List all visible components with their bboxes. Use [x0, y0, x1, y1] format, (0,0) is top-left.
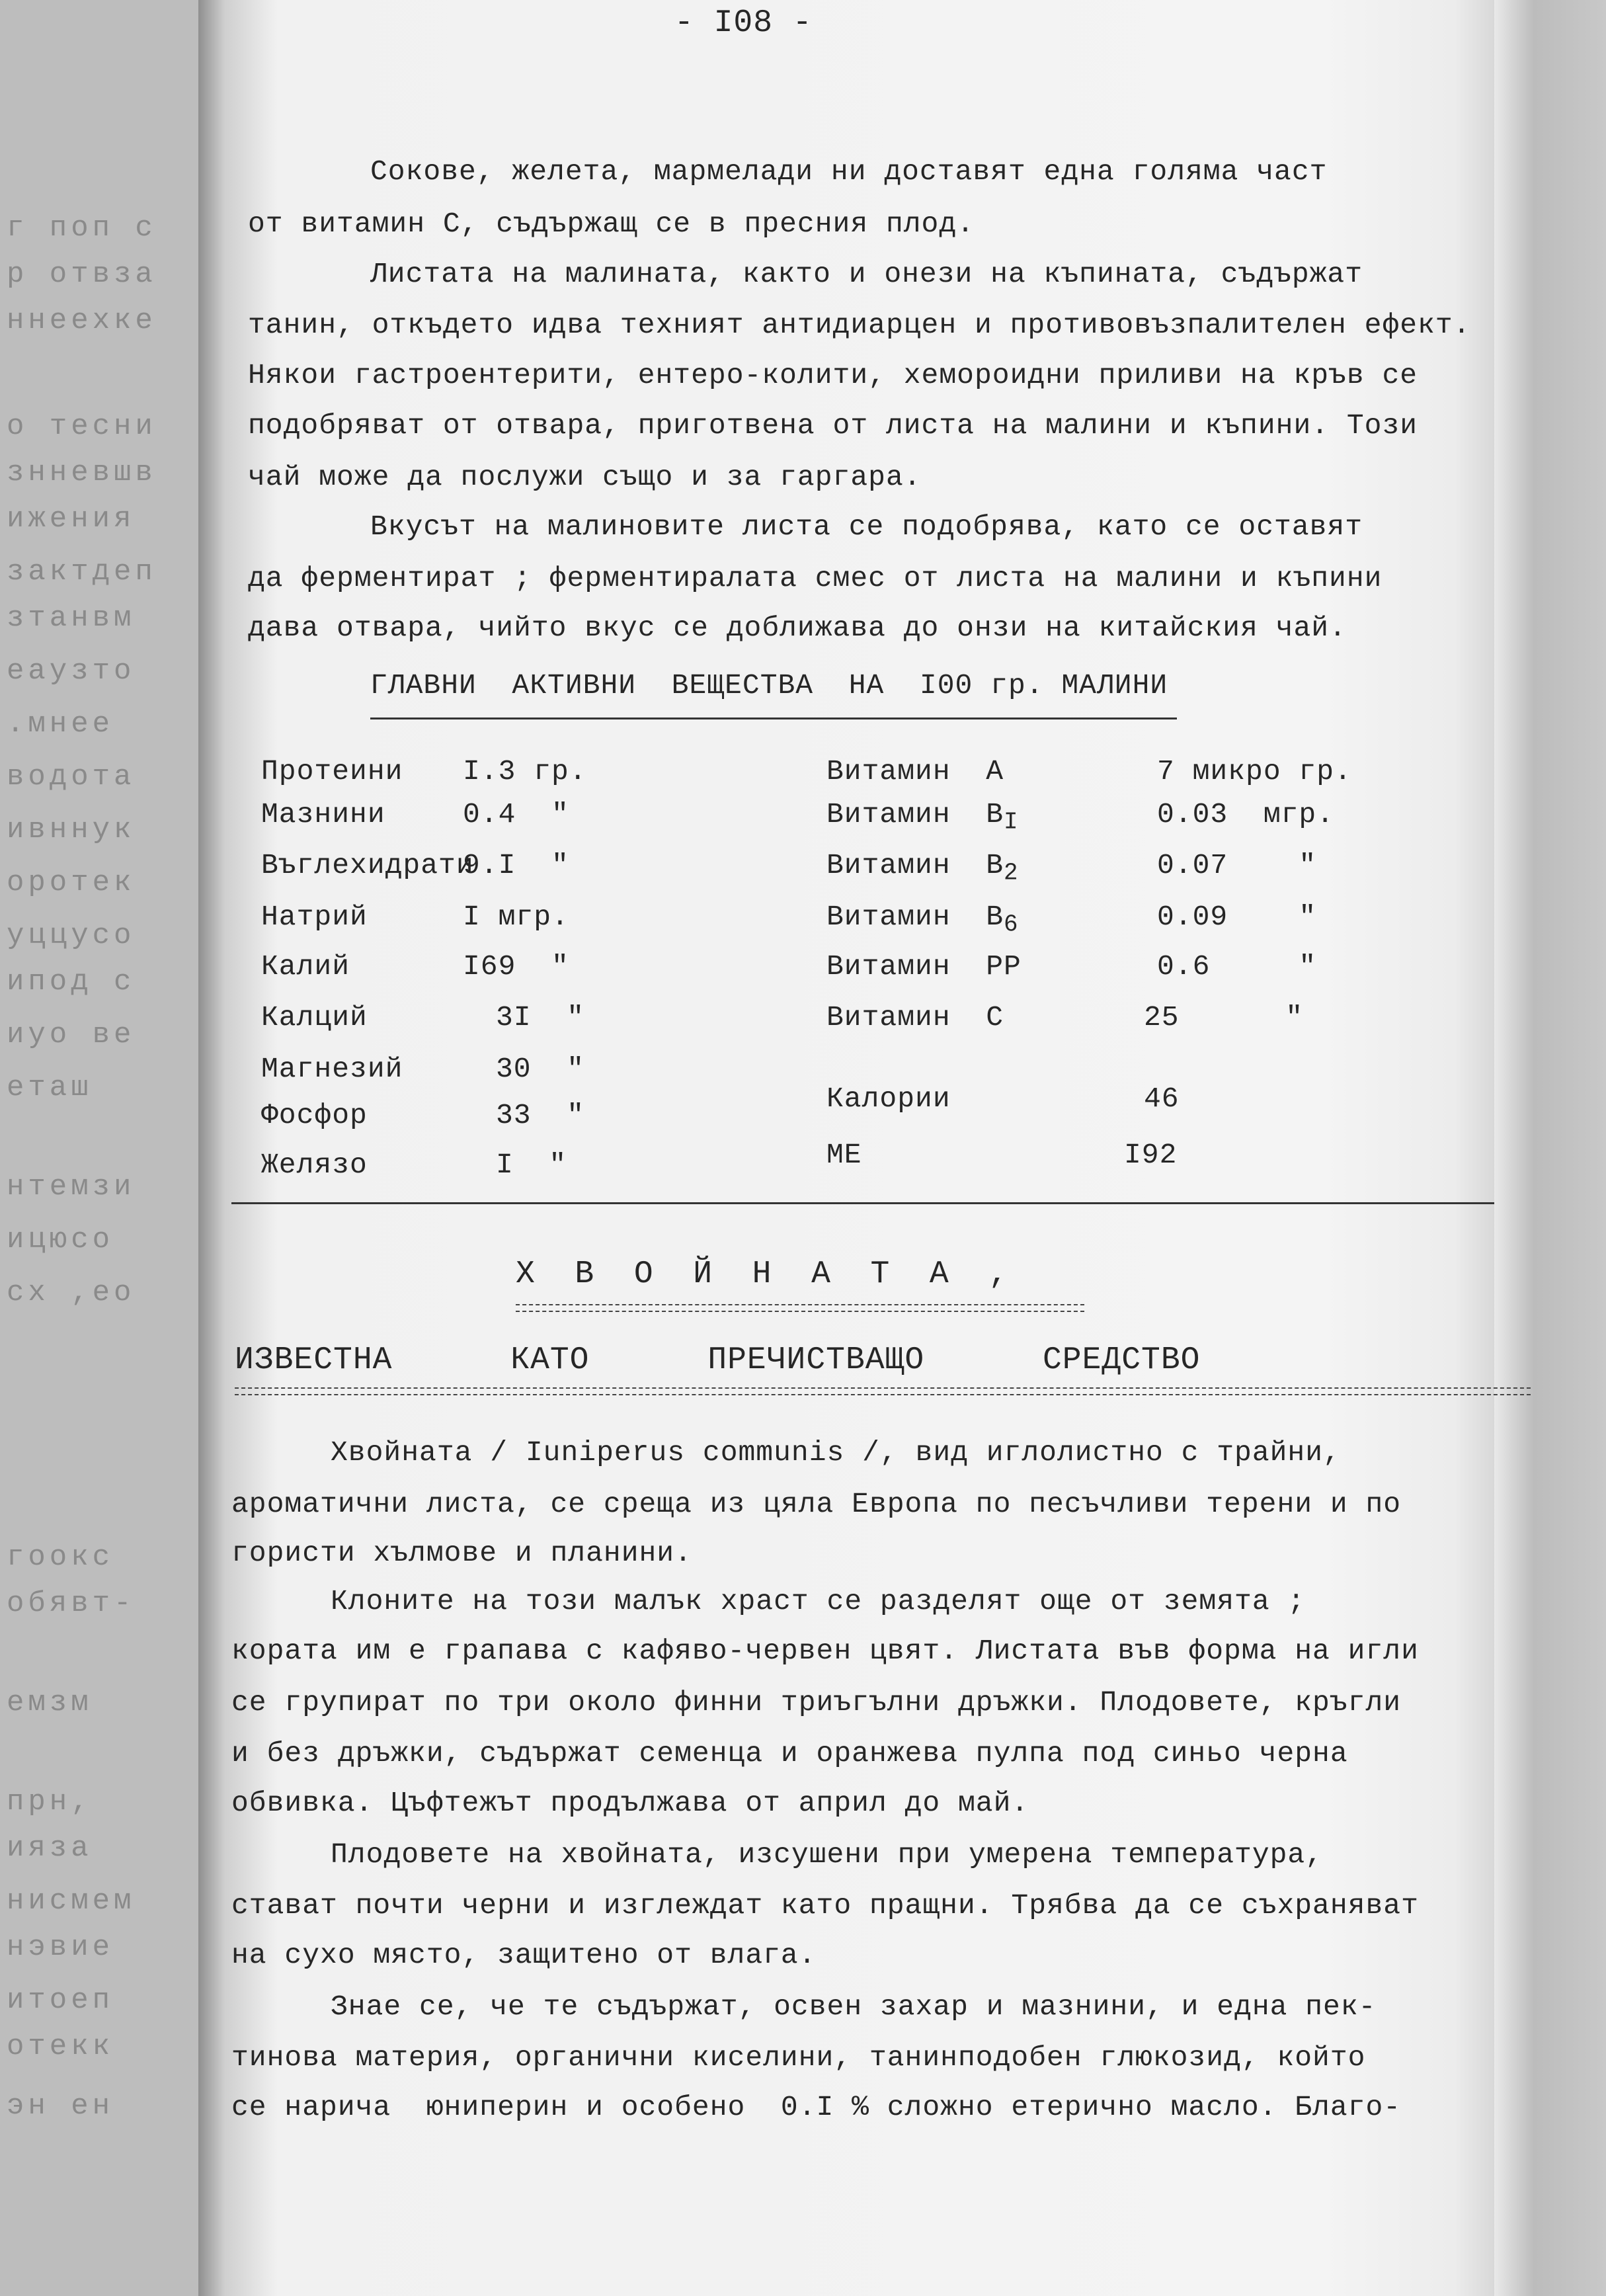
- paragraph-7-line-1: Знае се, че те съдържат, освен захар и мазнини, и една пек-: [331, 1990, 1377, 2023]
- paragraph-2-line-2: танин, откъдето идва техният антидиарцен и противовъзпалителен ефект.: [248, 309, 1471, 341]
- ghost-text-line: нисмем: [7, 1885, 136, 1918]
- vitamin-name: Витамин С: [826, 1001, 1004, 1034]
- nutrient-value: I69 ": [463, 950, 569, 983]
- ghost-text-line: зтанвм: [7, 602, 136, 635]
- nutrient-name: Натрий: [261, 901, 368, 933]
- ghost-text-line: водота: [7, 760, 136, 794]
- subheading-double-rule: [235, 1387, 1531, 1395]
- nutrient-name: Въглехидрати: [261, 849, 474, 882]
- ghost-text-line: еаузто: [7, 655, 136, 688]
- ghost-text-line: г поп с: [7, 212, 157, 245]
- ghost-text-line: эн ен: [7, 2090, 114, 2123]
- ghost-text-line: ивннук: [7, 813, 136, 846]
- paragraph-2-line-4: подобряват от отвара, приготвена от листа на малини и къпини. Този: [248, 409, 1418, 442]
- ghost-text-line: о тесни: [7, 410, 157, 443]
- nutrient-value: I мгр.: [463, 901, 569, 933]
- nutrient-name: Магнезий: [261, 1053, 403, 1085]
- paragraph-6-line-3: на сухо място, защитено от влага.: [231, 1939, 817, 1971]
- vitamin-name: Витамин А: [826, 755, 1004, 788]
- nutrient-value: I.3 гр.: [463, 755, 587, 788]
- paragraph-1-line-2: от витамин С, съдържащ се в пресния плод.: [248, 208, 975, 240]
- paragraph-5-line-2: кората им е грапава с кафяво-червен цвят. Листата във форма на игли: [231, 1635, 1419, 1667]
- table-bottom-rule: [231, 1202, 1494, 1204]
- vitamin-value: 7 микро гр.: [1157, 755, 1352, 788]
- vitamin-value: 25 ": [1144, 1001, 1304, 1034]
- vitamin-name: Витамин PP: [826, 950, 1022, 983]
- right-page-edge: [1494, 0, 1606, 2296]
- paragraph-3-line-2: да ферментират ; ферментиралата смес от листа на малини и къпини: [248, 562, 1383, 594]
- heading-double-rule: [516, 1304, 1084, 1312]
- paragraph-4-line-1: Хвойната / Iuniperus communis /, вид иглолистно с трайни,: [331, 1436, 1341, 1469]
- ghost-text-line: ицюсо: [7, 1223, 114, 1256]
- nutrient-name: Калий: [261, 950, 350, 983]
- ghost-text-line: еташ: [7, 1071, 93, 1104]
- ghost-text-line: сх ,ео: [7, 1276, 136, 1309]
- ghost-text-line: итоеп: [7, 1984, 114, 2017]
- nutrient-value: I ": [496, 1149, 567, 1181]
- ghost-text-line: гоокс: [7, 1541, 114, 1574]
- ghost-text-line: нтемзи: [7, 1170, 136, 1204]
- ghost-text-line: обявт-: [7, 1587, 136, 1620]
- vitamin-value: 0.09 ": [1157, 901, 1317, 933]
- nutrient-value: 33 ": [496, 1099, 585, 1131]
- paragraph-5-line-5: обвивка. Цъфтежът продължава от април до май.: [231, 1787, 1029, 1819]
- vitamin-name: Витамин $B_I$: [826, 798, 1019, 836]
- vitamin-name: Витамин $B_2$: [826, 849, 1019, 887]
- paragraph-7-line-2: тинова материя, органични киселини, танинподобен глюкозид, който: [231, 2041, 1366, 2074]
- paragraph-2-line-3: Някои гастроентерити, ентеро-колити, хемороидни приливи на кръв се: [248, 359, 1418, 391]
- nutrient-name: Фосфор: [261, 1099, 368, 1131]
- section-subheading: ИЗВЕСТНА КАТО ПРЕЧИСТВАЩО СРЕДСТВО: [235, 1342, 1201, 1378]
- paragraph-5-line-1: Клоните на този малък храст се разделят още от земята ;: [331, 1585, 1306, 1618]
- section-heading: Х В О Й Н А Т А ,: [516, 1256, 1009, 1292]
- ghost-text-line: р отвза: [7, 258, 157, 291]
- vitamin-value: 0.6 ": [1157, 950, 1317, 983]
- me-value: I92: [1124, 1139, 1178, 1171]
- paragraph-7-line-3: се нарича юниперин и особено 0.I % сложно етерично масло. Благо-: [231, 2091, 1402, 2123]
- ghost-text-line: иуо ве: [7, 1018, 136, 1051]
- ghost-text-line: оротек: [7, 866, 136, 899]
- ghost-text-line: ияза: [7, 1832, 93, 1865]
- paragraph-2-line-5: чай може да послужи също и за гаргара.: [248, 461, 922, 493]
- paragraph-4-line-3: гористи хълмове и планини.: [231, 1537, 692, 1569]
- nutrient-name: Протеини: [261, 755, 403, 788]
- paragraph-2-line-1: Листата на малината, както и онези на къпината, съдържат: [370, 258, 1363, 290]
- paragraph-6-line-1: Плодовете на хвойната, изсушени при умерена температура,: [331, 1838, 1324, 1871]
- ghost-text-line: знневшв: [7, 456, 157, 489]
- ghost-text-line: ипод с: [7, 965, 136, 999]
- paragraph-6-line-2: стават почти черни и изглеждат като пращни. Трябва да се съхраняват: [231, 1889, 1419, 1922]
- calories-label: Калории: [826, 1083, 951, 1115]
- ghost-text-line: прн,: [7, 1785, 93, 1819]
- nutrient-name: Калций: [261, 1001, 368, 1034]
- paragraph-4-line-2: ароматични листа, се среща из цяла Европа по песъчливи терени и по: [231, 1488, 1402, 1520]
- ghost-text-line: ижения: [7, 503, 136, 536]
- ghost-text-line: уццусо: [7, 919, 136, 952]
- ghost-text-line: зактдеп: [7, 555, 157, 589]
- paragraph-1-line-1: Сокове, желета, мармелади ни доставят една голяма част: [370, 155, 1328, 188]
- me-label: МЕ: [826, 1139, 862, 1171]
- ghost-text-line: .мнее: [7, 708, 114, 741]
- paragraph-3-line-1: Вкусът на малиновите листа се подобрява, като се оставят: [370, 511, 1363, 543]
- nutrient-name: Мазнини: [261, 798, 385, 831]
- nutrient-name: Желязо: [261, 1149, 368, 1181]
- nutrient-value: 3I ": [496, 1001, 585, 1034]
- vitamin-value: 0.07 ": [1157, 849, 1317, 882]
- table-title-underline: [370, 718, 1177, 719]
- paragraph-5-line-3: се групират по три около финни триъгълни дръжки. Плодовете, кръгли: [231, 1686, 1402, 1719]
- adjacent-page-bleed-text: [0, 0, 192, 2296]
- page-number: - I08 -: [674, 5, 813, 41]
- table-title: ГЛАВНИ АКТИВНИ ВЕЩЕСТВА НА I00 гр. МАЛИНИ: [370, 669, 1168, 702]
- nutrient-value: 9.I ": [463, 849, 569, 882]
- nutrient-value: 0.4 ": [463, 798, 569, 831]
- calories-value: 46: [1144, 1083, 1180, 1115]
- ghost-text-line: нэвие: [7, 1931, 114, 1964]
- paragraph-3-line-3: дава отвара, чийто вкус се доближава до онзи на китайския чай.: [248, 612, 1347, 644]
- vitamin-value: 0.03 мгр.: [1157, 798, 1335, 831]
- vitamin-name: Витамин $B_6$: [826, 901, 1019, 938]
- ghost-text-line: ннеехке: [7, 304, 157, 337]
- ghost-text-line: отекк: [7, 2030, 114, 2063]
- paragraph-5-line-4: и без дръжки, съдържат семенца и оранжева пулпа под синьо черна: [231, 1737, 1348, 1770]
- ghost-text-line: емзм: [7, 1686, 93, 1719]
- nutrient-value: 30 ": [496, 1053, 585, 1085]
